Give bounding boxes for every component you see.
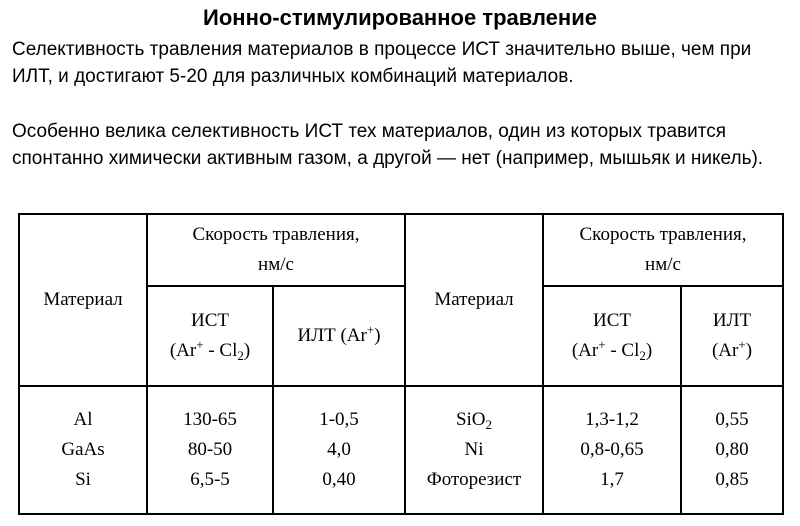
material-al: Al	[73, 409, 93, 430]
ist-label: ИСТ	[593, 310, 631, 331]
rate-header-right-units: нм/с	[645, 254, 681, 275]
ilt-value-si: 0,40	[322, 469, 356, 490]
ilt-label: ИЛТ	[712, 310, 752, 331]
ist-value-photoresist: 1,7	[600, 469, 624, 490]
etch-rate-table	[18, 213, 784, 515]
ilt-value-ni: 0,80	[715, 439, 749, 460]
ist-value-si: 6,5-5	[190, 469, 230, 490]
ist-value-sio2: 1,3-1,2	[585, 409, 639, 430]
ilt-values-left	[273, 386, 405, 514]
paragraph-spontaneous-etching: Особенно велика селективность ИСТ тех материалов, один из которых травится спонтанно химически активным газом, а другой — нет (например, мышьяк и никель).	[12, 121, 764, 169]
ist-label: ИСТ	[191, 310, 229, 331]
rate-header-left-line1: Скорость травления,	[192, 224, 360, 245]
material-header-right: Материал	[405, 214, 543, 386]
ilt-value-photoresist: 0,85	[715, 469, 749, 490]
material-header-left: Материал	[19, 214, 147, 386]
page-title: Ионно-стимулированное травление	[203, 5, 597, 30]
ilt-gas: (Ar+)	[711, 337, 753, 361]
ist-values-left	[147, 386, 273, 514]
ist-value-ni: 0,8-0,65	[580, 439, 644, 460]
materials-left	[19, 386, 147, 514]
material-gaas: GaAs	[61, 439, 105, 460]
ist-header-right	[543, 286, 681, 386]
ilt-values-right	[681, 386, 783, 514]
ist-values-right	[543, 386, 681, 514]
material-si: Si	[75, 469, 91, 490]
material-photoresist: Фоторезист	[426, 469, 522, 490]
ilt-value-gaas: 4,0	[327, 439, 351, 460]
rate-header-left	[147, 214, 405, 286]
rate-header-right	[543, 214, 783, 286]
ilt-header-right	[681, 286, 783, 386]
ist-header-left	[147, 286, 273, 386]
ist-value-gaas: 80-50	[187, 439, 233, 460]
rate-header-right-line1: Скорость травления,	[579, 224, 747, 245]
ilt-value-al: 1-0,5	[319, 409, 359, 430]
ist-gas: $(Ar^+ - Cl_2)$	[571, 337, 653, 363]
ist-value-al: 130-65	[183, 409, 237, 430]
paragraph-selectivity: Селективность травления материалов в процессе ИСТ значительно выше, чем при ИЛТ, и достигают 5-20 для различных комбинаций материалов.	[12, 39, 752, 87]
rate-header-left-units: нм/с	[258, 254, 294, 275]
materials-right	[405, 386, 543, 514]
ist-gas: $(Ar^+ - Cl_2)$	[169, 337, 251, 363]
ilt-label: ИЛТ	[297, 325, 336, 346]
material-sio2: SiO$_2$	[455, 409, 493, 432]
ilt-gas: (Ar+)	[340, 322, 381, 346]
material-ni: Ni	[464, 439, 484, 460]
ilt-header-left	[273, 286, 405, 386]
ilt-value-sio2: 0,55	[715, 409, 749, 430]
